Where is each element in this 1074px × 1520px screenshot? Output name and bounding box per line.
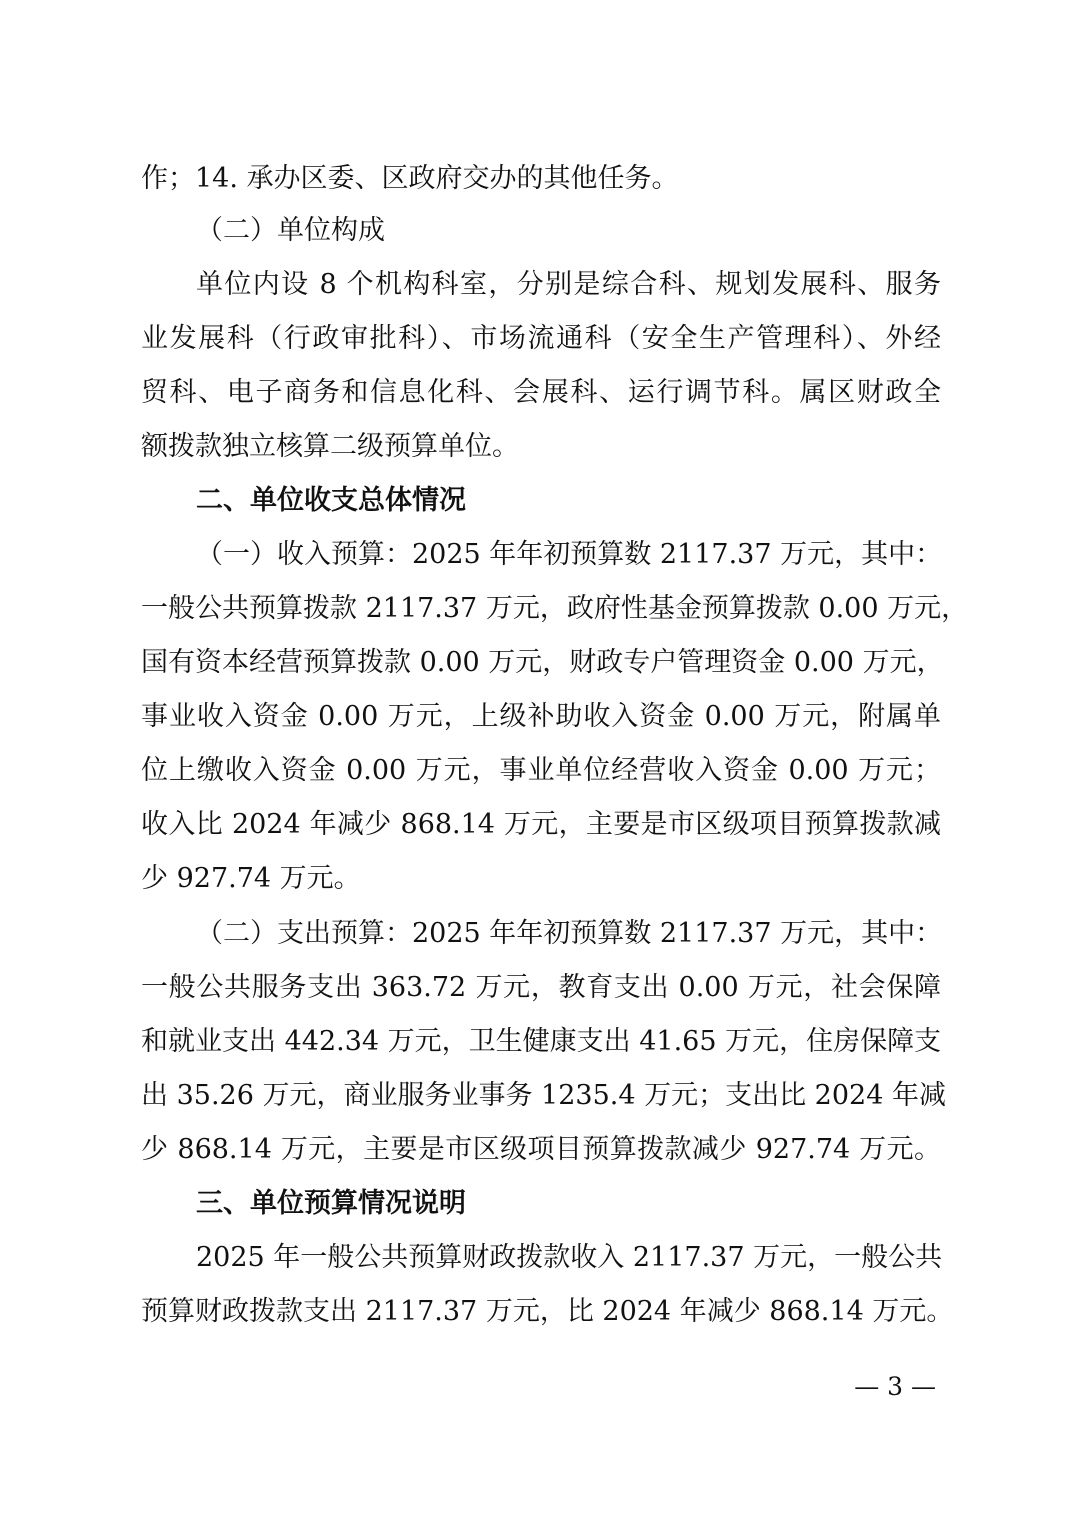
text-line: 业发展科（行政审批科）、市场流通科（安全生产管理科）、外经 xyxy=(141,323,941,354)
text-line: 贸科、电子商务和信息化科、会展科、运行调节科。属区财政全 xyxy=(141,377,941,408)
text-line: 出 35.26 万元，商业服务业事务 1235.4 万元；支出比 2024 年减 xyxy=(141,1080,946,1111)
text-line: 作；14. 承办区委、区政府交办的其他任务。 xyxy=(141,163,679,194)
text-line: 预算财政拨款支出 2117.37 万元，比 2024 年减少 868.14 万元。 xyxy=(141,1296,954,1327)
text-line: 位上缴收入资金 0.00 万元，事业单位经营收入资金 0.00 万元； xyxy=(141,755,941,786)
text-line: 单位内设 8 个机构科室，分别是综合科、规划发展科、服务 xyxy=(196,269,941,300)
text-line: 少 927.74 万元。 xyxy=(141,863,361,894)
subsection-heading: （二）单位构成 xyxy=(196,215,385,246)
page-number: — 3 — xyxy=(854,1372,936,1401)
text-line: 收入比 2024 年减少 868.14 万元，主要是市区级项目预算拨款减 xyxy=(141,809,941,840)
text-line: 和就业支出 442.34 万元，卫生健康支出 41.65 万元，住房保障支 xyxy=(141,1026,942,1057)
text-line: 一般公共服务支出 363.72 万元，教育支出 0.00 万元，社会保障 xyxy=(141,972,941,1003)
text-line: 额拨款独立核算二级预算单位。 xyxy=(141,431,519,462)
text-line: 一般公共预算拨款 2117.37 万元，政府性基金预算拨款 0.00 万元， xyxy=(141,593,969,624)
text-line: （二）支出预算：2025 年年初预算数 2117.37 万元，其中： xyxy=(196,918,943,949)
section-heading: 二、单位收支总体情况 xyxy=(196,485,466,516)
text-line: 国有资本经营预算拨款 0.00 万元，财政专户管理资金 0.00 万元， xyxy=(141,647,944,678)
text-line: 少 868.14 万元，主要是市区级项目预算拨款减少 927.74 万元。 xyxy=(141,1134,941,1165)
text-line: （一）收入预算：2025 年年初预算数 2117.37 万元，其中： xyxy=(196,539,943,570)
section-heading: 三、单位预算情况说明 xyxy=(196,1188,466,1219)
text-line: 事业收入资金 0.00 万元，上级补助收入资金 0.00 万元，附属单 xyxy=(141,701,941,732)
text-line: 2025 年一般公共预算财政拨款收入 2117.37 万元，一般公共 xyxy=(196,1242,943,1273)
